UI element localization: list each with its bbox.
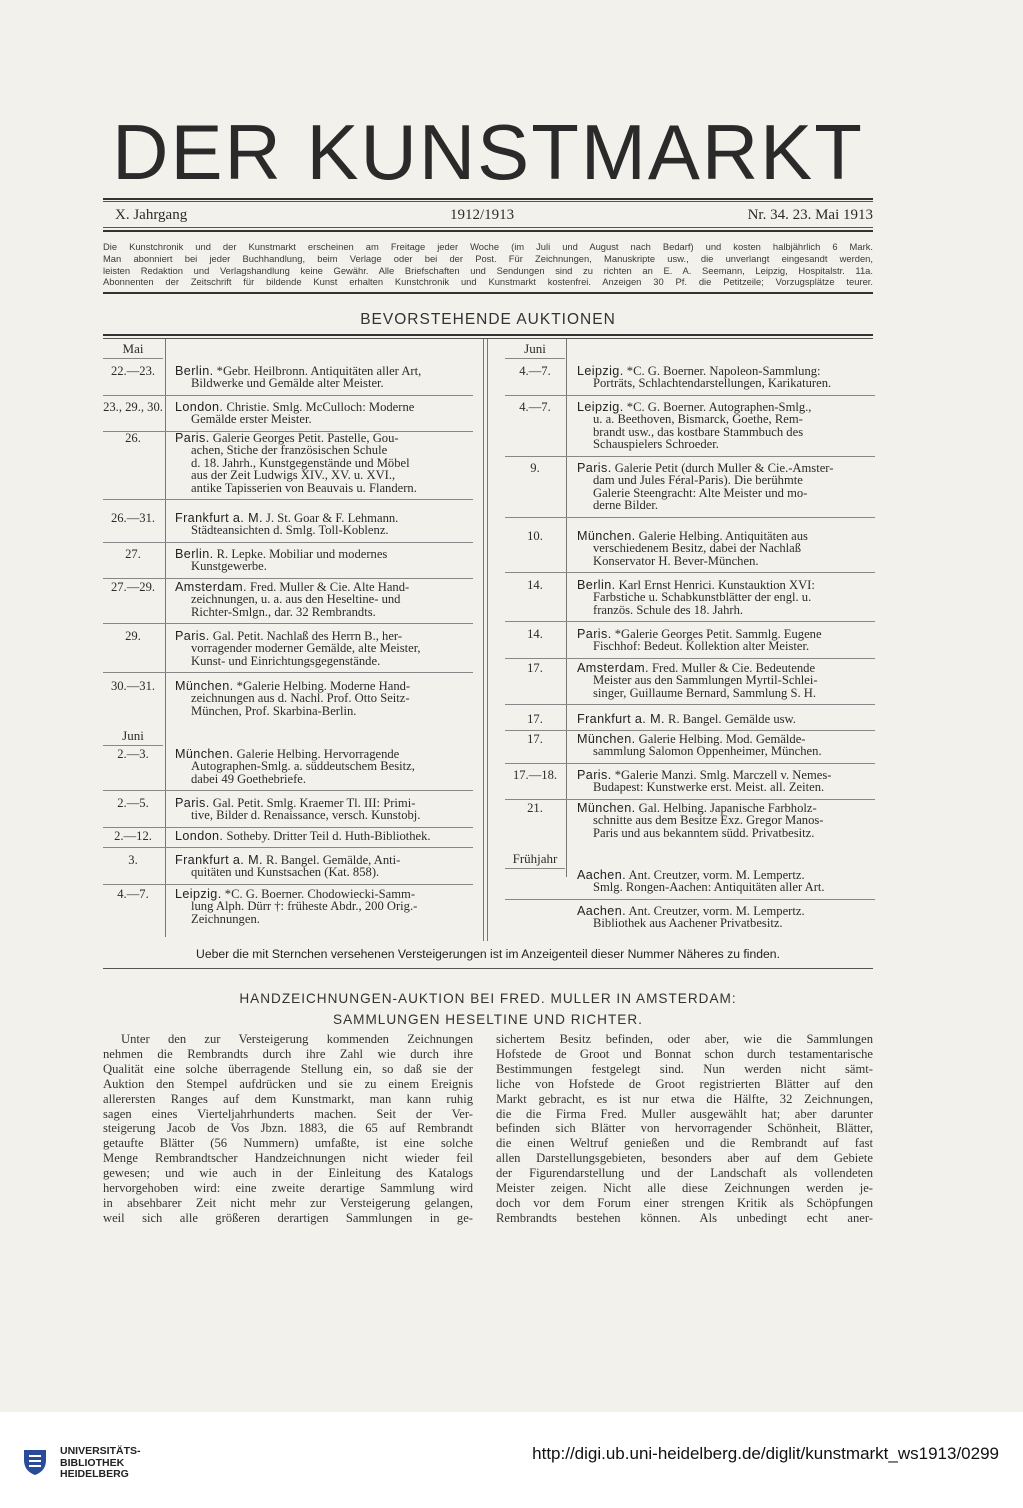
entry-separator [505, 456, 875, 457]
auction-text-first: Gal. Petit. Nachlaß des Herrn B., her- [212, 629, 403, 643]
article-body-line: befinden sich Blätter von hervorragender Schönheit, Blätter, [496, 1121, 873, 1136]
auction-description [577, 462, 875, 512]
entry-separator [505, 799, 875, 800]
notice-line: leisten Redaktion und Verlagshandlung keine Gewähr. Alle Briefschaften und Sendungen sind zu richten an E. A. Seemann, Leipzig, Hospitalstr. 11a. [103, 264, 873, 276]
auction-text-first: *Galerie Helbing. Moderne Hand- [236, 679, 411, 693]
auction-place: Berlin. [577, 578, 616, 592]
auction-text-line [577, 713, 875, 725]
article-body-line: Unter den zur Versteigerung kommenden Zeichnungen [121, 1032, 473, 1046]
auction-text-line: Kunst- und Einrichtungsgegenstände. [191, 653, 381, 668]
notice-line: Die Kunstchronik und der Kunstmarkt erscheinen am Freitage jeder Woche (im Juli und August nach Bedarf) und kosten halbjährlich 6 Mark. [103, 241, 873, 252]
auction-place: München. [175, 679, 234, 693]
month-label: Mai [122, 341, 144, 356]
auction-date: 21. [527, 801, 543, 815]
article-body-line: Auktion den Stempel aufdrücken und sie zu einem Ereignis [103, 1076, 473, 1091]
auction-text-first: Gal. Helbing. Japanische Farbholz- [638, 801, 817, 815]
auction-place: Berlin. [175, 547, 214, 561]
article-body-line: gewesen; und wie auch in der Einleitung des Katalogs [103, 1166, 473, 1181]
auction-date: 14. [527, 578, 543, 592]
volume-label: X. Jahrgang [115, 207, 188, 223]
month-label: Juni [524, 341, 546, 356]
auction-description [175, 888, 473, 925]
entry-separator [103, 542, 473, 543]
article-body-line: weil sich alle größeren derartigen Sammlungen in ge- [103, 1210, 473, 1225]
auction-date: 17. [527, 661, 543, 675]
auction-description [175, 432, 473, 494]
auction-text-line: Farbstiche u. Schabkunstblätter der engl. u. [593, 590, 812, 605]
auction-description [175, 401, 473, 426]
auction-text-line: d. 18. Jahrh., Kunstgegenstände und Möbel [191, 455, 410, 470]
article-body-line: hervorgehoben wird: eine zweite derartige Sammlung wird [103, 1181, 473, 1196]
auction-text-line: quitäten und Kunstsachen (Kat. 858). [191, 865, 380, 880]
auction-text-first: Fred. Muller & Cie. Alte Hand- [250, 580, 410, 594]
auction-date: 26.—31. [110, 511, 156, 525]
auction-text-line: Bildwerke und Gemälde alter Meister. [191, 376, 384, 391]
auction-description [175, 748, 473, 785]
entry-separator [103, 884, 473, 885]
auction-text-line: u. a. Beethoven, Bismarck, Goethe, Rem- [593, 412, 803, 427]
auction-date: 2.—12. [114, 829, 152, 843]
auction-text-line: antike Tapisserien von Beauvais u. Flandern. [191, 480, 417, 495]
auction-text-line: sammlung Salomon Oppenheimer, München. [593, 744, 822, 759]
entry-separator [103, 578, 473, 579]
auction-place: Aachen. [577, 904, 627, 918]
month-underline [505, 358, 565, 359]
article-body-line: nehmen die Rembrandts durch ihre Zahl wie durch ihre [103, 1046, 473, 1061]
auction-place: Leipzig. [175, 887, 222, 901]
auction-date: 2.—5. [117, 796, 149, 810]
auction-text-first: Ant. Creutzer, vorm. M. Lempertz. [628, 868, 805, 882]
auction-text-line: Smlg. Rongen-Aachen: Antiquitäten aller Art. [593, 880, 825, 895]
article-body-line: Markt gebracht, es ist nur etwa die Hälfte, 32 Zeichnungen, [496, 1091, 873, 1106]
masthead-rule-top-thin [103, 201, 873, 202]
auction-text-first: Sotheby. Dritter Teil d. Huth-Bibliothek. [226, 829, 431, 843]
auction-place: Leipzig. [577, 400, 624, 414]
subscription-notice [103, 241, 873, 288]
auction-date: 27.—29. [110, 580, 156, 594]
auction-date: 2.—3. [117, 747, 149, 761]
auction-date: 27. [125, 547, 141, 561]
article-body-line: sichertem Besitz befinden, oder aber, wie die Sammlungen [496, 1032, 873, 1046]
article-body-line: sagen eines Vierteljahrhunderts machen. Seit der Ver- [103, 1106, 473, 1121]
auction-description [577, 579, 875, 616]
article-title [103, 988, 873, 1030]
library-name-line: BIBLIOTHEK [60, 1456, 125, 1469]
auction-date: 26. [125, 431, 141, 445]
auction-place: Amsterdam. [577, 661, 649, 675]
issue-rule-a [103, 227, 873, 228]
library-name [60, 1446, 141, 1481]
month-underline [505, 868, 565, 869]
auction-text-line: singer, Guillaume Bernard, Sammlung S. H. [593, 685, 817, 700]
library-logo-icon [18, 1444, 52, 1478]
auction-date: 4.—7. [117, 887, 149, 901]
auction-place: Berlin. [175, 364, 214, 378]
source-url-link[interactable]: http://digi.ub.uni-heidelberg.de/diglit/kunstmarkt_ws1913/0299 [532, 1444, 999, 1463]
article-body-line: Bestimmungen festgelegt sind. Nun werden nicht sämt- [496, 1061, 873, 1076]
entry-separator [505, 704, 875, 705]
auction-date: 17.—18. [512, 768, 558, 782]
entry-separator [505, 899, 875, 900]
article-body-line: Rembrandts bestehen können. Als unbedingt echt aner- [496, 1210, 873, 1225]
right-date-divider [566, 339, 567, 877]
auction-text-line: zeichnungen, u. a. aus den Heseltine- und [191, 592, 401, 607]
auction-text-line: verschiedenem Besitz, dabei der Nachlaß [593, 541, 802, 556]
auction-text-line: Galerie Steengracht: Alte Meister und mo- [593, 485, 808, 500]
article-body-line: allen Darstellungsgebieten, besonders aber auf dem Gebiete [496, 1151, 873, 1166]
auction-text-first: Galerie Petit (durch Muller & Cie.-Amster- [614, 461, 834, 475]
entry-separator [505, 572, 875, 573]
auction-place: Frankfurt a. M. [577, 712, 665, 726]
article-column-left [103, 1032, 473, 1226]
auction-description [175, 548, 473, 573]
auction-text-line: schnitte aus dem Besitze Exz. Gregor Manos- [593, 813, 824, 828]
auction-text-first: Ant. Creutzer, vorm. M. Lempertz. [628, 904, 805, 918]
auction-text-line: brandt usw., das kostbare Stammbuch des [593, 424, 804, 439]
auction-text-first: Fred. Muller & Cie. Bedeutende [652, 661, 816, 675]
auction-description [577, 401, 875, 451]
article-body-line: steigerung Jacob de Vos Jbzn. 1883, die 65 auf Rembrandt [103, 1121, 473, 1136]
entry-separator [505, 763, 875, 764]
entry-separator [103, 672, 473, 673]
auction-text-line: achen, Stiche der französischen Schule [191, 443, 388, 458]
entry-separator [505, 658, 875, 659]
auction-description [577, 869, 875, 894]
entry-separator [103, 395, 473, 396]
auction-place: London. [175, 829, 224, 843]
library-name-line: HEIDELBERG [60, 1468, 129, 1480]
auction-description [175, 797, 473, 822]
month-label: Juni [122, 728, 144, 743]
auction-text-first: Gal. Petit. Smlg. Kraemer Tl. III: Primi- [212, 796, 416, 810]
column-divider-a [483, 339, 484, 941]
auction-description [577, 530, 875, 567]
auction-description [175, 365, 473, 390]
masthead-title: DER KUNSTMARKT [112, 108, 864, 196]
auction-text-line: Bibliothek aus Aachener Privatbesitz. [593, 916, 783, 931]
auction-text-first: J. St. Goar & F. Lehmann. [266, 511, 399, 525]
auction-description [175, 630, 473, 667]
article-column-right [496, 1032, 873, 1226]
auction-text-first: *C. G. Boerner. Napoleon-Sammlung: [626, 364, 821, 378]
column-divider-b [487, 339, 488, 941]
auction-text-first: *Galerie Georges Petit. Sammlg. Eugene [614, 627, 822, 641]
auction-text-line: Zeichnungen. [191, 911, 260, 926]
entry-separator [505, 517, 875, 518]
article-title-line-1: HANDZEICHNUNGEN-AUKTION BEI FRED. MULLER IN AMSTERDAM: [239, 991, 737, 1006]
auction-description [175, 512, 473, 537]
auction-date: 10. [527, 529, 543, 543]
auctions-bottom-rule [103, 968, 873, 969]
auction-place: Amsterdam. [175, 580, 247, 594]
notice-line: Man abonniert bei jeder Buchhandlung, beim Verlage oder bei der Post. Für Zeichnungen, Manuskripte usw., die unverlangt eingesandt werden, [103, 252, 873, 264]
auction-text-line: aus der Zeit Ludwigs XIV., XV. u. XVI., [191, 468, 396, 483]
auction-text-first: R. Lepke. Mobiliar und modernes [216, 547, 388, 561]
auction-date: 3. [128, 853, 138, 867]
auctions-title: BEVORSTEHENDE AUKTIONEN [360, 311, 616, 328]
issue-rule-b [103, 230, 873, 232]
auction-place: München. [577, 801, 636, 815]
issue-number-date: Nr. 34. 23. Mai 1913 [747, 207, 873, 223]
auction-place: Paris. [577, 627, 612, 641]
auction-text-first: *C. G. Boerner. Chodowiecki-Samm- [224, 887, 416, 901]
auction-text-line: München, Prof. Skarbina-Berlin. [191, 703, 357, 718]
month-underline [103, 745, 163, 746]
entry-separator [505, 395, 875, 396]
library-name-line: UNIVERSITÄTS- [60, 1445, 141, 1457]
auction-text-first: *Gebr. Heilbronn. Antiquitäten aller Art, [216, 364, 422, 378]
auction-description [577, 365, 875, 390]
auction-text-first: Christie. Smlg. McCulloch: Moderne [226, 400, 415, 414]
auction-text-line: Paris und aus bekanntem südd. Privatbesitz. [593, 825, 815, 840]
auction-place: München. [577, 732, 636, 746]
auction-date: 17. [527, 712, 543, 726]
auction-description [577, 769, 875, 794]
month-underline [103, 358, 163, 359]
article-title-line-2: SAMMLUNGEN HESELTINE UND RICHTER. [333, 1012, 643, 1027]
auction-description [175, 680, 473, 717]
auction-text-line: Schauspielers Schroeder. [593, 437, 719, 452]
article-body-line: in absehbarer Zeit nicht mehr zur Versteigerung gelangen, [103, 1195, 473, 1210]
auction-place: Paris. [577, 461, 612, 475]
article-body-line: der Figurendarstellung und der Landschaft als vollendeten [496, 1166, 873, 1181]
auction-description [577, 802, 875, 839]
auction-place: Aachen. [577, 868, 627, 882]
auction-text-line: vorragender moderner Gemälde, alte Meister, [191, 641, 421, 656]
auction-text-line: Fischhof: Bedeut. Kollektion alter Meister. [593, 639, 810, 654]
auction-description [577, 662, 875, 699]
masthead-rule-top [103, 198, 873, 200]
auction-text-line: tive, Bilder d. Renaissance, versch. Kunstobj. [191, 808, 421, 823]
auction-place: Frankfurt a. M. [175, 511, 263, 525]
article-body-line: Meister zeigen. Nicht alle diese Zeichnungen werden je- [496, 1181, 873, 1196]
auction-place: Paris. [175, 796, 210, 810]
auction-text-first: Galerie Georges Petit. Pastelle, Gou- [212, 431, 399, 445]
auction-text-line: Budapest: Kunstwerke erst. Meist. all. Zeiten. [593, 780, 825, 795]
auction-text-line: derne Bilder. [593, 498, 659, 513]
auction-description [577, 905, 875, 930]
auction-description [175, 854, 473, 879]
auction-date: 23., 29., 30. [103, 400, 163, 414]
article-body-line: Hofstede de Groot und Bonnat schon durch testamentarische [496, 1046, 873, 1061]
auction-date: 14. [527, 627, 543, 641]
auction-place: Paris. [175, 431, 210, 445]
entry-separator [103, 827, 473, 828]
years-label: 1912/1913 [450, 207, 515, 223]
auction-text-first: *Galerie Manzi. Smlg. Marczell v. Nemes- [614, 768, 832, 782]
auction-date: 4.—7. [519, 364, 551, 378]
auction-description [577, 733, 875, 758]
auction-place: London. [175, 400, 224, 414]
article-body-line: allerersten Ranges auf dem Kunstmarkt, man kann ruhig [103, 1091, 473, 1106]
auction-description [175, 581, 473, 618]
auction-description [577, 628, 875, 653]
auction-date: 9. [530, 461, 540, 475]
auction-text-first: Karl Ernst Henrici. Kunstauktion XVI: [618, 578, 815, 592]
article-body-line: liche von Hofstede de Groot registrierten Blätter auf den [496, 1076, 873, 1091]
auction-text-first: R. Bangel. Gemälde, Anti- [266, 853, 401, 867]
auction-text-line: Autographen-Smlg. a. süddeutschem Besitz, [191, 759, 415, 774]
auction-text-line: dabei 49 Goethebriefe. [191, 771, 307, 786]
auction-text-first: Galerie Helbing. Mod. Gemälde- [638, 732, 806, 746]
month-label: Frühjahr [512, 851, 558, 866]
auction-date: 29. [125, 629, 141, 643]
article-body-line: Menge Rembrandtscher Handzeichnungen nicht wieder feil [103, 1151, 473, 1166]
notice-rule [103, 292, 873, 294]
auctions-rule-a [103, 334, 873, 336]
auction-text-first: *C. G. Boerner. Autographen-Smlg., [626, 400, 812, 414]
auction-date: 17. [527, 732, 543, 746]
article-body-line: getaufte Blätter (56 Nummern) umfaßte, ist eine solche [103, 1136, 473, 1151]
auction-date: 30.—31. [110, 679, 156, 693]
auction-text-line: Gemälde erster Meister. [191, 412, 312, 427]
auctions-rule-b [103, 338, 873, 339]
article-body-line: doch vor dem Forum einer strengen Kritik als Schöpfungen [496, 1195, 873, 1210]
auction-text-first: Galerie Helbing. Antiquitäten aus [638, 529, 808, 543]
auction-text-line: lung Alph. Dürr †: früheste Abdr., 200 Orig.- [191, 899, 418, 914]
auction-place: Paris. [577, 768, 612, 782]
auction-place: Frankfurt a. M. [175, 853, 263, 867]
auction-text-line: französ. Schule des 18. Jahrh. [593, 602, 744, 617]
auction-place: Paris. [175, 629, 210, 643]
auction-text-first: Galerie Helbing. Hervorragende [236, 747, 400, 761]
article-body-line: die die Firma Fred. Muller ausgewählt hat; aber darunter [496, 1106, 873, 1121]
auction-text-first: R. Bangel. Gemälde usw. [668, 712, 796, 726]
auctions-footnote: Ueber die mit Sternchen versehenen Versteigerungen ist im Anzeigenteil dieser Nummer Näheres zu finden. [196, 947, 780, 961]
auction-description [577, 713, 875, 725]
auction-text-line: dam und Jules Féral-Paris). Die berühmte [593, 473, 803, 488]
entry-separator [103, 499, 473, 500]
notice-line: Abonnenten der Zeitschrift für bildende Kunst erhalten Kunstchronik und Kunstmarkt kostenfrei. Anzeigen 30 Pf. die Petitzeile; Vorzugsplätze teurer. [103, 276, 873, 288]
auction-place: Leipzig. [577, 364, 624, 378]
auction-date: 4.—7. [519, 400, 551, 414]
article-body-line: Qualität eine solche überragende Stellung ein, so daß sie der [103, 1061, 473, 1076]
auction-place: München. [577, 529, 636, 543]
auction-text-line: zeichnungen aus d. Nachl. Prof. Otto Seitz- [191, 691, 410, 706]
auction-date: 22.—23. [110, 364, 156, 378]
entry-separator [505, 621, 875, 622]
auction-text-line: Konservator H. Bever-München. [593, 553, 759, 568]
auction-place: München. [175, 747, 234, 761]
entry-separator [103, 847, 473, 848]
auction-description [175, 830, 473, 842]
auction-text-line: Richter-Smlgn., dar. 32 Rembrandts. [191, 604, 376, 619]
article-body-line: die einen Weltruf genießen und die Rembrandt auf fast [496, 1136, 873, 1151]
auction-text-line [175, 830, 473, 842]
auction-text-line: Porträts, Schlachtendarstellungen, Karikaturen. [593, 376, 832, 391]
auction-text-line: Kunstgewerbe. [191, 559, 267, 574]
entry-separator [103, 790, 473, 791]
auction-text-line: Meister aus den Sammlungen Myrtil-Schlei- [593, 673, 818, 688]
auction-text-line: Städteansichten d. Smlg. Toll-Koblenz. [191, 523, 389, 538]
entry-separator [103, 623, 473, 624]
